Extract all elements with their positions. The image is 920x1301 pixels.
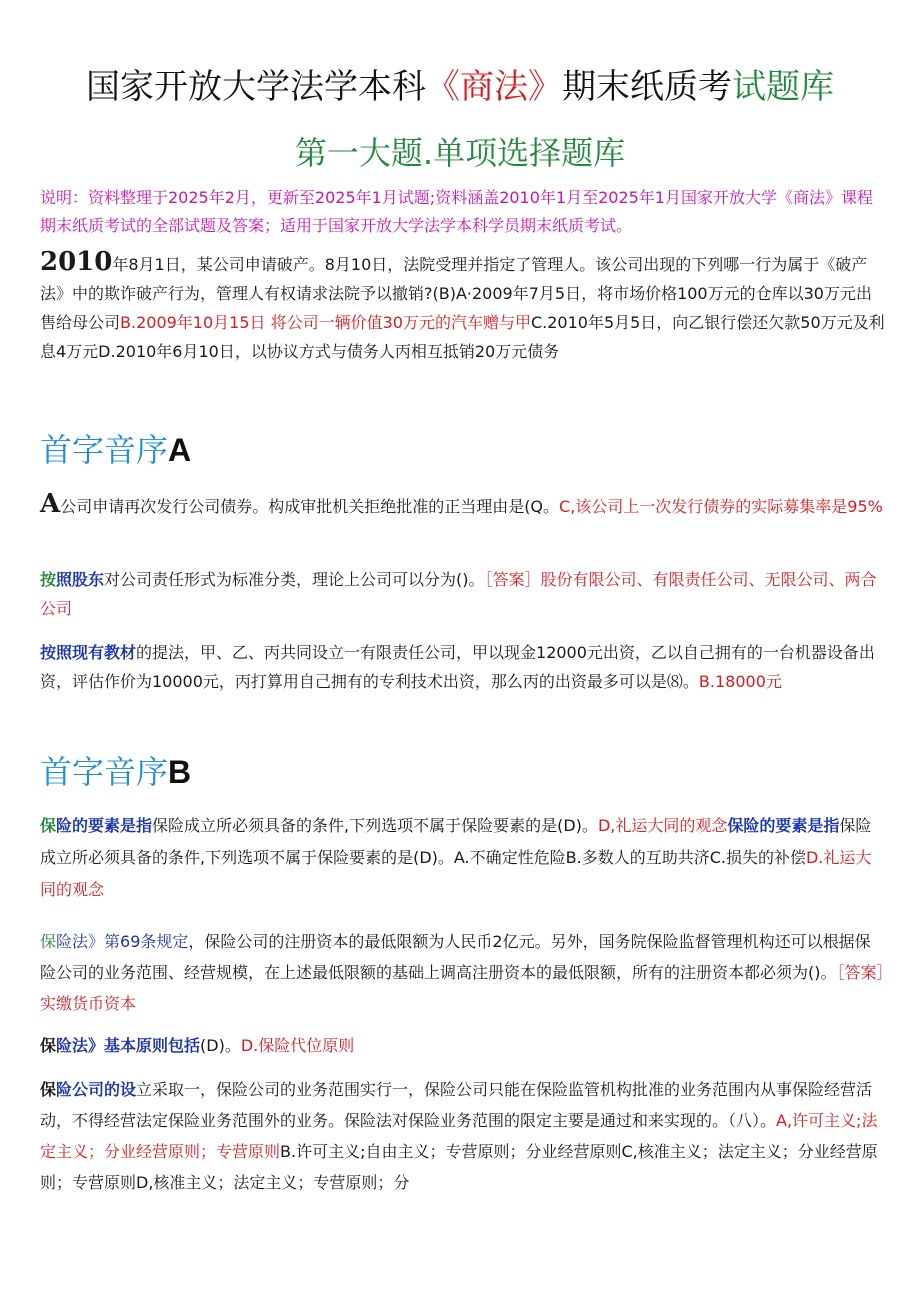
- question-lead: 保: [40, 816, 57, 835]
- question-lead: 保: [40, 932, 57, 951]
- question-answer: D.保险代位原则: [240, 1036, 355, 1055]
- title-main: 国家开放大学法学本科: [86, 67, 426, 107]
- question-text: 公司申请再次发行公司债券。构成审批机关拒绝批准的正当理由是(Q。: [60, 497, 560, 516]
- question-keyword: 险法》基本原则包括: [56, 1036, 201, 1055]
- question-text: 立采取一，保险公司的业务范围实行一，保险公司只能在保险监管机构批准的业务范围内从事保险经营活动，不得经营法定保险业务范围外的业务。保险法对保险业务范围的限定主要是通过和来实现的。（八）。: [40, 1080, 873, 1130]
- section-heading-text: 首字音序: [40, 753, 169, 791]
- question-answer: B.18000元: [698, 672, 782, 691]
- question-a1: [40, 490, 885, 521]
- title-course: 《商法》: [426, 67, 562, 107]
- section-letter: B: [168, 754, 192, 790]
- page-subtitle: 第一大题.单项选择题库: [294, 134, 626, 172]
- section-heading-b: [40, 750, 191, 794]
- question-text-2: B.许可主义;自由主义；专营原则；分业经营原则C,核准主义；法定主义；分业经营原则；专营原则D,核准主义；法定主义；专营原则；分: [40, 1142, 878, 1192]
- intro-answer: B.2009年10月15日 将公司一辆价值30万元的汽车赠与甲: [120, 313, 531, 332]
- question-keyword: 险的要素是指: [56, 816, 153, 835]
- question-answer: D,礼运大同的观念: [597, 816, 728, 835]
- question-answer: ［答案］股份有限公司、有限责任公司、无限公司、两合公司: [40, 570, 877, 618]
- intro-year: 2010: [40, 247, 113, 277]
- question-b3: [40, 1031, 885, 1060]
- question-b1: [40, 810, 885, 906]
- question-lead: 保: [40, 1036, 57, 1055]
- section-heading-a: [40, 428, 191, 472]
- question-text: (D)。: [200, 1036, 241, 1055]
- intro-text-2: C.2010年5月5日，向乙银行偿还欠款50万元及利息4万元D.2010年6月10日，以协议方式与债务人丙相互抵销20万元债务: [40, 313, 885, 361]
- question-text: 保险成立所必须具备的条件,下列选项不属于保险要素的是(D)。: [152, 816, 598, 835]
- question-lead: A: [40, 489, 61, 519]
- question-text: 对公司责任形式为标准分类，理论上公司可以分为()。: [104, 570, 485, 589]
- question-keyword: 按照现有教材: [40, 643, 137, 662]
- question-b2: [40, 926, 885, 1019]
- question-answer: A,许可主义;法定主义；分业经营原则；专营原则: [40, 1111, 878, 1161]
- question-lead: 保: [40, 1080, 57, 1099]
- question-text: 的提法，甲、乙、丙共同设立一有限责任公司，甲以现金12000元出资，乙以自己拥有的一台机器设备出资，评估作价为10000元，丙打算用自己拥有的专利技术出资，那么丙的出资最多可以是⑻。: [40, 643, 875, 691]
- question-answer: ［答案］实缴货币资本: [40, 963, 885, 1013]
- description-note: 说明：资料整理于2025年2月，更新至2025年1月试题;资料涵盖2010年1月至2025年1月国家开放大学《商法》课程期末纸质考试的全部试题及答案；适用于国家开放大学法学本科学员期末纸质考试。: [40, 188, 873, 235]
- page-title: [0, 62, 920, 112]
- question-keyword: 照股东: [56, 570, 105, 589]
- question-lead: 按: [40, 570, 57, 589]
- question-a2: [40, 565, 885, 623]
- question-keyword-2: 保险的要素是指: [727, 816, 840, 835]
- question-b4: [40, 1074, 885, 1198]
- question-answer-2: D.礼运大同的观念: [40, 848, 872, 899]
- intro-text: 年8月1日，某公司申请破产。8月10日，法院受理并指定了管理人。该公司出现的下列哪一行为属于《破产法》中的欺诈破产行为，管理人有权请求法院予以撤销?(B)A·2009年7月5日，将市场价格100万元的仓库以30万元出售给母公司: [40, 255, 872, 332]
- question-a3: [40, 638, 885, 696]
- intro-question: [40, 248, 885, 366]
- section-letter: A: [168, 432, 192, 468]
- section-heading-text: 首字音序: [40, 431, 169, 469]
- question-keyword: 险法》第69条规定: [56, 932, 189, 951]
- title-mid: 期末纸质考: [562, 67, 732, 107]
- question-answer: C,该公司上一次发行债券的实际募集率是95%: [559, 497, 883, 516]
- title-suffix: 试题库: [732, 67, 834, 107]
- question-text-2: 保险成立所必须具备的条件,下列选项不属于保险要素的是(D)。A.不确定性危险B.多数人的互助共济C.损失的补偿: [40, 816, 872, 867]
- question-text: ，保险公司的注册资本的最低限额为人民币2亿元。另外，国务院保险监督管理机构还可以根据保险公司的业务范围、经营规模，在上述最低限额的基础上调高注册资本的最低限额，所有的注册资本都必须为()。: [40, 932, 871, 982]
- question-keyword: 险公司的设: [56, 1080, 137, 1099]
